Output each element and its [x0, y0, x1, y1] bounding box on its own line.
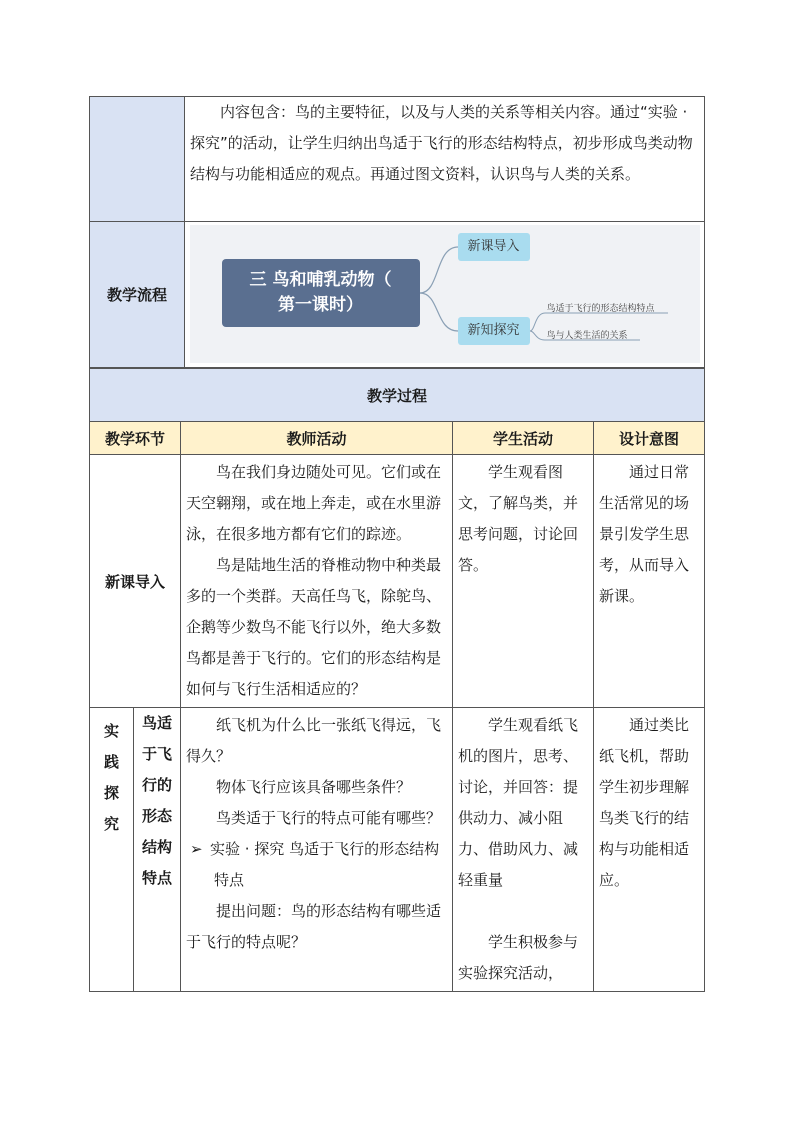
process-table [89, 368, 705, 992]
mindmap-leaf-flight: 鸟适于飞行的形态结构特点 [546, 304, 655, 314]
flow-cell [185, 222, 705, 368]
mindmap-node-explore: 新知探究 [458, 317, 530, 345]
row2-student [453, 708, 594, 992]
row2-teacher-p3: 鸟类适于飞行的特点可能有哪些？ [216, 809, 442, 827]
header-intent: 设计意图 [594, 422, 705, 455]
row2-section [90, 708, 134, 992]
row1-teacher-p1: 鸟在我们身边随处可见。它们或在天空翱翔，或在地上奔走，或在水里游泳，在很多地方都有它们的踪迹。 [186, 463, 442, 543]
process-title: 教学过程 [90, 369, 705, 422]
row2-student-text2: 学生积极参与实验探究活动， [458, 933, 579, 982]
content-text: 内容包含：鸟的主要特征，以及与人类的关系等相关内容。通过“实验 · 探究”的活动，让学生归纳出鸟适于飞行的形态结构特点，初步形成鸟类动物结构与功能相适应的观点。再通过图文资料，认识鸟与人类的关系。 [190, 103, 693, 183]
content-cell [185, 97, 705, 222]
row2-student-text1: 学生观看纸飞机的图片，思考、讨论，并回答：提供动力、减小阻力、借助风力、减轻重量 [458, 716, 579, 889]
row2-section-text: 实践探究 [103, 722, 119, 833]
header-teacher: 教师活动 [181, 422, 453, 455]
header-section: 教学环节 [90, 422, 181, 455]
flow-label: 教学流程 [90, 222, 185, 368]
mindmap-root-line2: 第一课时） [278, 295, 363, 315]
row2-subsection [134, 708, 181, 992]
mindmap-root [222, 259, 420, 327]
row1-teacher-p2: 鸟是陆地生活的脊椎动物中种类最多的一个类群。天高任鸟飞，除鸵鸟、企鹅等少数鸟不能飞行以外，绝大多数鸟都是善于飞行的。它们的形态结构是如何与飞行生活相适应的？ [186, 556, 442, 698]
content-label-cell [90, 97, 185, 222]
row2-subsection-text: 鸟适于飞行的形态结构特点 [141, 714, 172, 887]
arrow-bullet-icon: ➢ [190, 840, 203, 858]
row2-teacher [181, 708, 453, 992]
row1-intent-text: 通过日常生活常见的场景引发学生思考，从而导入新课。 [599, 463, 690, 605]
header-student: 学生活动 [453, 422, 594, 455]
row2-teacher-p1: 纸飞机为什么比一张纸飞得远，飞得久？ [186, 716, 442, 765]
row2-teacher-p2: 物体飞行应该具备哪些条件？ [216, 778, 412, 796]
row1-teacher [181, 455, 453, 708]
row2-intent-text: 通过类比纸飞机，帮助学生初步理解鸟类飞行的结构与功能相适应。 [599, 716, 690, 889]
mindmap [190, 225, 700, 363]
mindmap-leaf-human: 鸟与人类生活的关系 [546, 331, 628, 341]
mindmap-root-line1: 三 鸟和哺乳动物（ [249, 270, 392, 290]
row1-student [453, 455, 594, 708]
row1-student-text: 学生观看图文，了解鸟类，并思考问题，讨论回答。 [458, 463, 579, 574]
top-table [89, 96, 705, 368]
row2-teacher-experiment [186, 834, 447, 896]
row1-section: 新课导入 [90, 455, 181, 708]
row2-intent [594, 708, 705, 992]
row2-teacher-p5: 提出问题：鸟的形态结构有哪些适于飞行的特点呢？ [186, 902, 442, 951]
mindmap-node-intro: 新课导入 [458, 233, 530, 261]
row2-teacher-experiment-text: 实验 · 探究 鸟适于飞行的形态结构特点 [210, 840, 440, 889]
row1-intent [594, 455, 705, 708]
